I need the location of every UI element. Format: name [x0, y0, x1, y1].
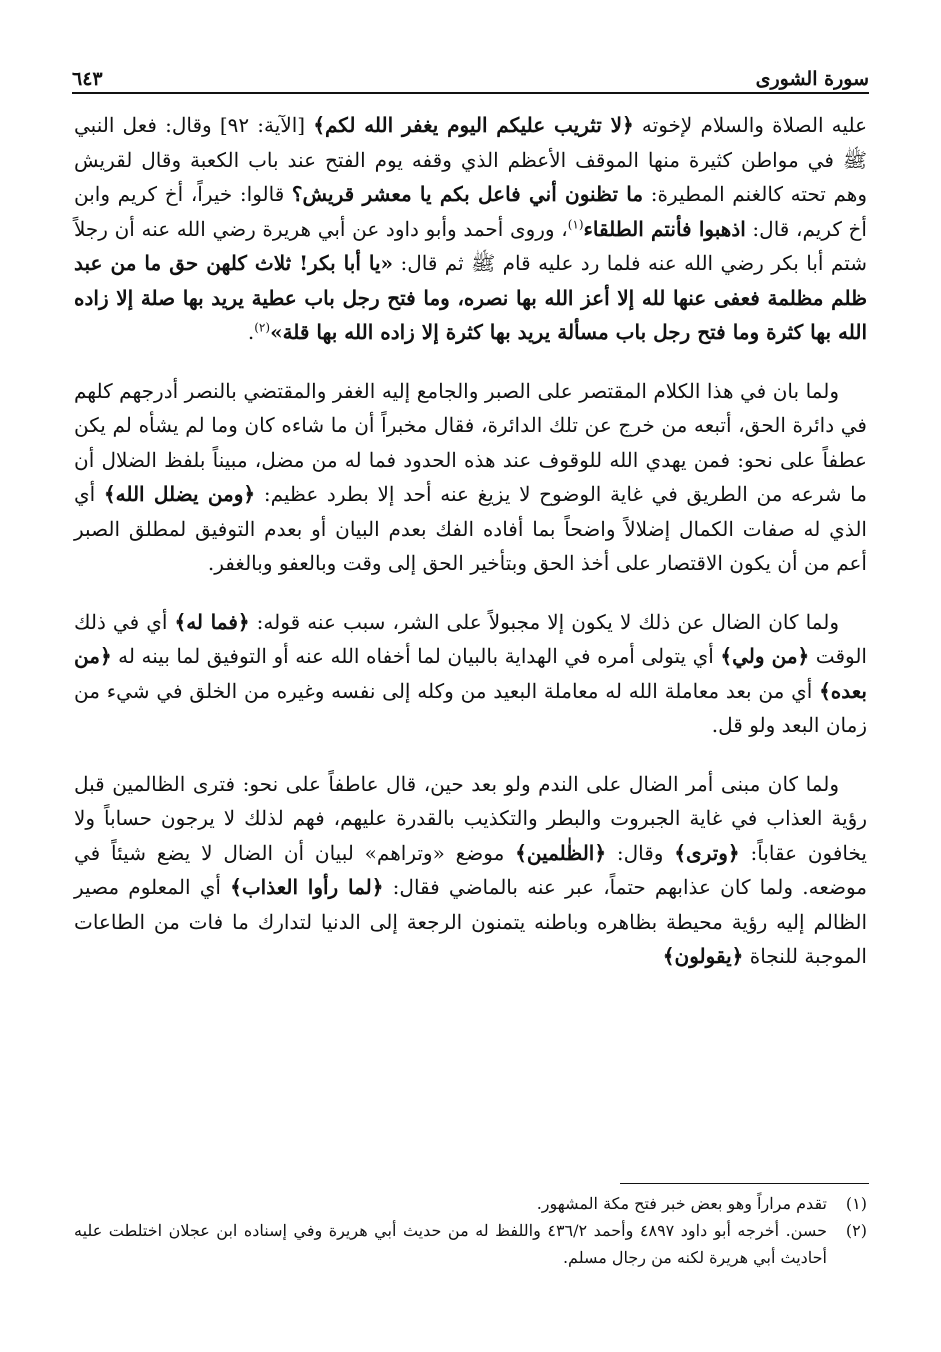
text-run: أي من بعد معاملة الله له معاملة البعيد من وكله إلى نفسه وغيره من الخلق في شيء من زمان البعد ولو قل. — [74, 678, 867, 737]
paragraph-1 — [74, 108, 867, 350]
footnote-2 — [74, 1217, 867, 1271]
quran-quote: ﴿يقولون﴾ — [662, 944, 744, 968]
footnote-text: تقدم مراراً وهو بعض خبر فتح مكة المشهور. — [536, 1194, 827, 1213]
text-run: ولما كان مبنى أمر الضال على الندم ولو بعد حين، قال عاطفاً على نحو: فترى الظالمين قبل رؤية العذاب في غاية الجبروت والبطر والتكذيب بالقدرة عليهم، فهم لذلك لا يرجون حساباً ولا يخافون عقاباً: — [74, 771, 867, 865]
footnote-ref-2: (٢) — [254, 320, 271, 335]
quran-quote: ﴿من ولي﴾ — [720, 644, 810, 668]
paragraph-3 — [74, 605, 867, 743]
footnote-separator — [620, 1183, 869, 1184]
text-run: أي الذي له صفات الكمال إضلالاً واضحاً بما أفاده الفك بعدم البيان أو بعدم التوفيق لمطلق الصبر أعم من أن يكون الاقتصار على أخذ الحق وبتأخير الحق إلى وقت وبالعفو وبالغفر. — [74, 482, 867, 575]
hadith-quote: اذهبوا فأنتم الطلقاء — [583, 216, 746, 241]
page-header — [72, 58, 869, 94]
footnote-number: (١) — [845, 1194, 867, 1213]
footnote-ref-1: (١) — [567, 216, 584, 231]
text-run: أي في ذلك الوقت — [74, 609, 867, 668]
footnote-text: حسن. أخرجه أبو داود ٤٨٩٧ وأحمد ٤٣٦/٢ واللفظ له من حديث أبي هريرة وفي إسناده ابن عجلان اختلطت عليه أحاديث أبي هريرة لكنه من رجال مسلم. — [74, 1221, 828, 1267]
quran-quote: ﴿وترى﴾ — [674, 840, 740, 865]
text-run: . — [247, 320, 255, 344]
text-run: ولما كان الضال عن ذلك لا يكون إلا مجبولاً على الشر، سبب عنه قوله: — [249, 609, 839, 634]
paragraph-4 — [74, 767, 867, 974]
quran-quote: ﴿لا تثريب عليكم اليوم يغفر الله لكم﴾ — [313, 113, 634, 137]
footnote-1 — [74, 1190, 867, 1217]
hadith-quote: ما تظنون أني فاعل بكم يا معشر قريش؟ — [291, 182, 644, 206]
quran-quote: ﴿ومن يضلل الله﴾ — [103, 482, 256, 506]
text-run: أي المعلوم مصير الظالم إليه رؤية محيطة بظاهره وباطنه يتمنون الرجعة إلى الدنيا لتدارك ما فات من الطاعات الموجبة للنجاة — [74, 875, 867, 968]
text-run: عليه الصلاة والسلام لإخوته — [633, 113, 867, 137]
text-run: أي يتولى أمره في الهداية بالبيان لما أخفاه الله عنه أو التوفيق لما بينه له — [111, 644, 721, 668]
page-number: ٦٤٣ — [72, 68, 103, 90]
quran-quote: ﴿من بعده﴾ — [74, 644, 867, 703]
surah-title: سورة الشورى — [755, 68, 869, 90]
main-text — [74, 108, 867, 998]
hadith-quote: «يا أبا بكر! ثلاث كلهن حق ما من عبد ظلم مظلمة فعفى عنها لله إلا أعز الله بها نصره، وما فتح رجل باب عطية يريد بها صلة إلا زاده الله بها كثرة وما فتح رجل باب مسألة يريد بها كثرة إلا زاده الله بها قلة» — [74, 251, 867, 344]
quran-quote: ﴿لما رأوا العذاب﴾ — [230, 875, 384, 899]
text-run: [الآية: ٩٢] وقال: فعل النبي ﷺ في مواطن كثيرة منها الموقف الأعظم الذي وقفه يوم الفتح عند باب الكعبة وقال لقريش وهم تحته كالغنم المطيرة: — [74, 113, 868, 206]
text-run: موضع «وتراهم» لبيان أن الضال لا يضع شيئاً في موضعه. ولما كان عذابهم حتماً، عبر عنه بالماضي فقال: — [74, 840, 868, 899]
paragraph-2 — [74, 374, 867, 581]
quran-quote: ﴿الظٰلمين﴾ — [515, 840, 607, 865]
quran-quote: ﴿فما له﴾ — [174, 609, 250, 634]
text-run: ولما بان في هذا الكلام المقتصر على الصبر والجامع إليه الغفر والمقتضي بالنصر أدرجهم كلهم في دائرة الحق، أتبعه من خرج عن تلك الدائرة، فقال مخبراً أن ما شاءه كان وما لم يشأه لم يكن عطفاً على نحو: فمن يهدي الله للوقوف عند هذه الحدود فما له من مضل، مبيناً بلفظ الضلال أن ما شرعه من الطريق في غاية الوضوح لا يزيغ عنه أحد إلا بطرد عظيم: — [74, 378, 867, 506]
text-run: قالوا: خيراً، أخ كريم وابن أخ كريم، قال: — [74, 182, 867, 241]
footnotes — [74, 1190, 867, 1271]
footnote-number: (٢) — [845, 1221, 867, 1240]
text-run: ، وروى أحمد وأبو داود عن أبي هريرة رضي الله عنه أن رجلاً شتم أبا بكر رضي الله عنه فلما رد عليه قام ﷺ ثم قال: — [74, 216, 867, 275]
text-run: وقال: — [606, 840, 675, 865]
